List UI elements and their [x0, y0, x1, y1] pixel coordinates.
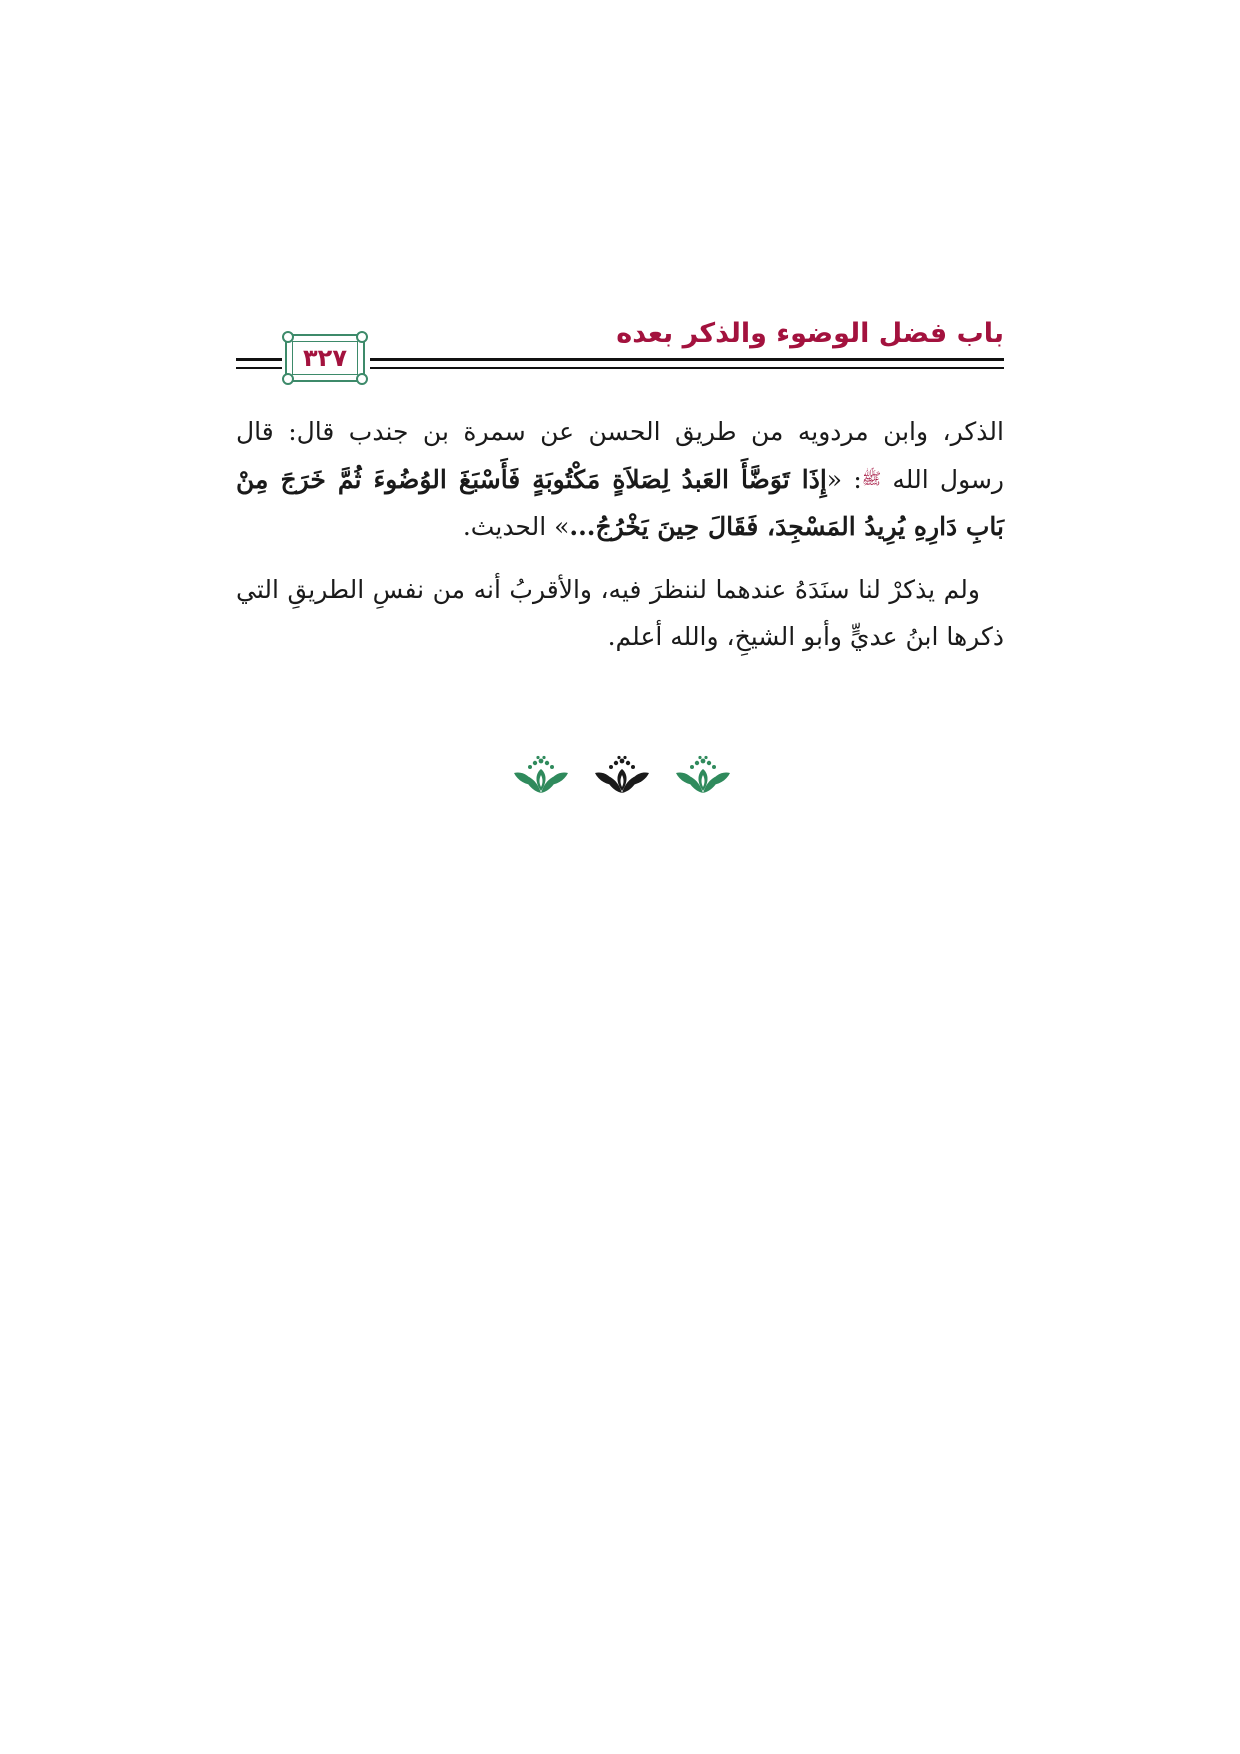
lotus-ornament-icon: [512, 755, 570, 795]
page-number-badge: [285, 334, 365, 382]
page-number: ٣٢٧: [303, 344, 347, 372]
header-rule-bottom: [370, 367, 1004, 369]
lotus-ornament-icon: [674, 755, 732, 795]
paragraph-1-intro: الذكر، وابن مردويه من طريق الحسن عن سمرة بن جندب قال: قال رسول الله: [236, 417, 1005, 494]
header-rule-left-bottom: [236, 367, 282, 369]
paragraph-1-ending: » الحديث.: [462, 512, 570, 541]
salawat-honorific-icon: ﷺ: [861, 469, 882, 488]
header-rule-left-top: [236, 358, 282, 361]
header-rule-top: [370, 358, 1004, 361]
hadith-quote: إِذَا تَوَضَّأَ العَبدُ لِصَلاَةٍ مَكْتُوبَةٍ فَأَسْبَغَ الوُضُوءَ ثُمَّ خَرَجَ مِنْ بَابِ دَارِهِ يُرِيدُ المَسْجِدَ، فَقَالَ حِينَ يَخْرُجُ...: [236, 465, 1004, 541]
chapter-title: باب فضل الوضوء والذكر بعده: [616, 318, 1004, 349]
quote-open: : «: [826, 465, 862, 494]
paragraph-1: [236, 408, 1004, 550]
page-body: [236, 408, 1004, 660]
section-end-ornament: [512, 752, 732, 798]
lotus-ornament-icon: [593, 755, 651, 795]
paragraph-2: ولم يذكرْ لنا سنَدَهُ عندهما لننظرَ فيه، والأقربُ أنه من نفسِ الطريقِ التي ذكرها ابنُ عديٍّ وأبو الشيخِ، والله أعلم.: [236, 575, 1004, 651]
page-number-frame: [292, 341, 358, 375]
